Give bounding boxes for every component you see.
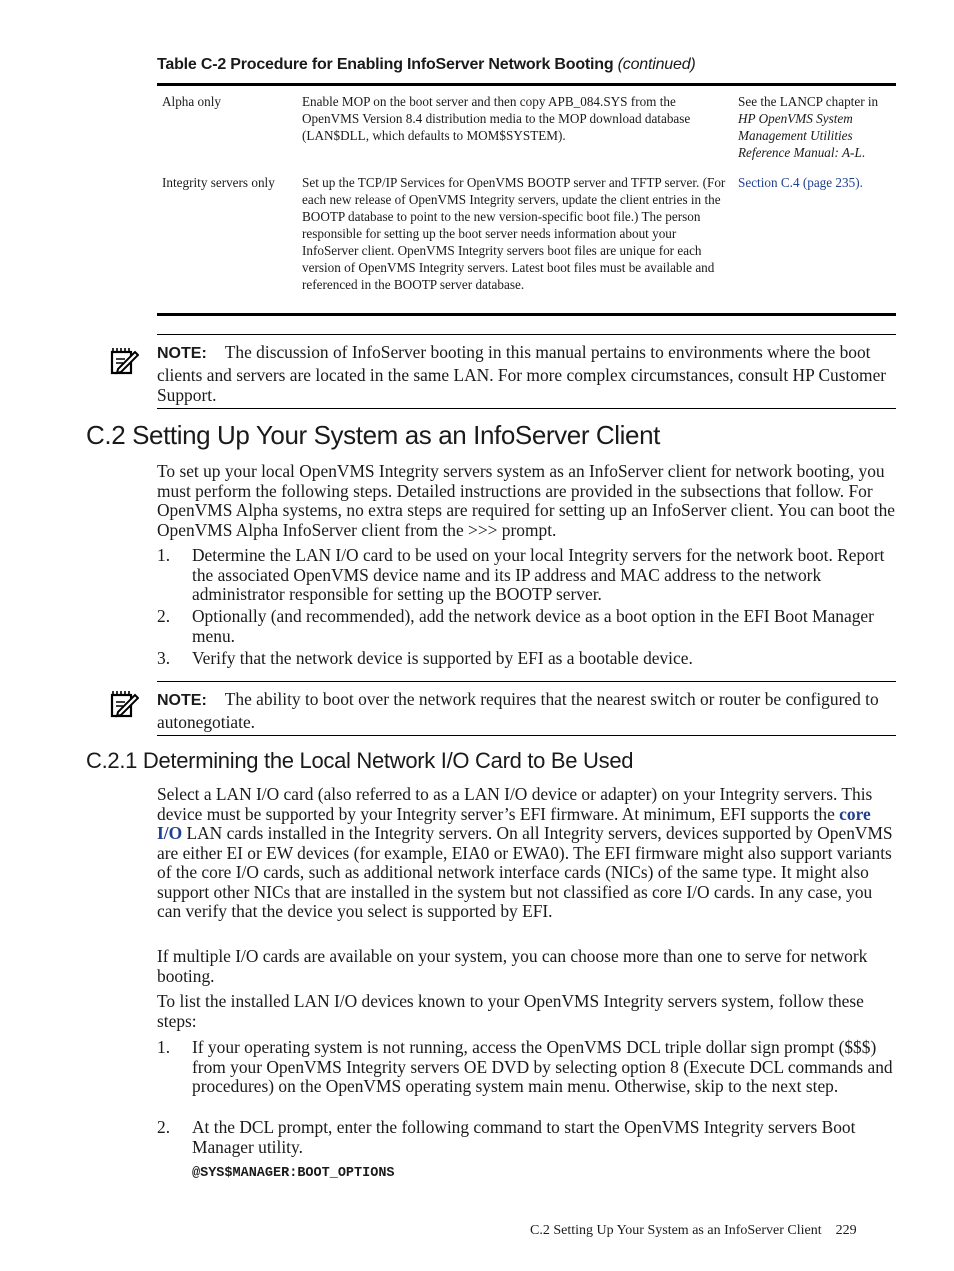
c2-step-2-num: 2. (157, 606, 171, 626)
table-top-rule (157, 83, 896, 86)
c2-step-3-text: Verify that the network device is supported by EFI as a bootable device. (192, 648, 693, 668)
table-row-1-col3-manual: HP OpenVMS System Management Utilities Reference Manual: A-L (738, 111, 862, 160)
section-c21-heading: C.2.1 Determining the Local Network I/O Card to Be Used (86, 748, 634, 773)
c21-step-1-num: 1. (157, 1037, 171, 1057)
table-caption (157, 56, 696, 74)
section-c21-paragraph-2: If multiple I/O cards are available on your system, you can choose more than one to serve for network booting. (157, 946, 868, 986)
section-c21-paragraph-1 (157, 785, 899, 922)
note-1-top-rule (157, 334, 896, 335)
c2-step-3-num: 3. (157, 648, 171, 668)
c21-p1-after: LAN cards installed in the Integrity servers. On all Integrity servers, devices supported by OpenVMS are either EI or EW devices (for example, EIA0 or EWA0). The EFI firmware might also support variants of the core I/O cards, such as additional network interface cards (NICs) of the same type. It might also support other NICs that are installed in the system but not classified as core I/O cards. In any case, you can verify that the device you select is supported by EFI. (157, 823, 893, 921)
table-row-1-col3-suffix: . (861, 145, 866, 160)
page-footer (530, 1223, 857, 1239)
note-pencil-icon (109, 345, 139, 375)
c21-step-2-text: At the DCL prompt, enter the following command to start the OpenVMS Integrity servers Boot Manager utility. (192, 1117, 856, 1157)
c21-step-1-text: If your operating system is not running, access the OpenVMS DCL triple dollar sign prompt ($$$) from your OpenVMS Integrity servers OE DVD by selecting option 8 (Execute DCL commands and procedures) on the OpenVMS operating system main menu. Otherwise, skip to the next step. (192, 1037, 893, 1096)
section-c4-link[interactable]: Section C.4 (page 235) (738, 175, 860, 190)
note-2-bottom-rule (157, 735, 896, 736)
c2-step-1-num: 1. (157, 545, 171, 565)
note-1-text: The discussion of InfoServer booting in this manual pertains to environments where the boot clients and servers are located in the same LAN. For more complex circumstances, consult HP Customer Support. (157, 342, 887, 405)
boot-options-command: @SYS$MANAGER:BOOT_OPTIONS (192, 1166, 395, 1181)
section-c2-intro: To set up your local OpenVMS Integrity servers system as an InfoServer client for network booting, you must perform the following steps. Detailed instructions are provided in the subsections that follow. For OpenVMS Alpha systems, no extra steps are required for setting up an InfoServer client. You can boot the OpenVMS Alpha InfoServer client from the >>> prompt. (157, 461, 895, 540)
page-number: 229 (835, 1223, 857, 1238)
section-c2-heading: C.2 Setting Up Your System as an InfoServer Client (86, 420, 660, 450)
note-2-label: NOTE: (157, 692, 207, 709)
table-row-2-col2: Set up the TCP/IP Services for OpenVMS BOOTP server and TFTP server. (For each new release of OpenVMS Integrity servers, update the client entries in the BOOTP database to point to the new version-specific boot file.) The person responsible for setting up the boot server needs information about your InfoServer client. OpenVMS Integrity servers boot files are unique for each version of OpenVMS Integrity servers. Latest boot files must be available and referenced in the BOOTP server database. (302, 175, 726, 292)
table-row-2-col1: Integrity servers only (162, 175, 275, 190)
note-1 (157, 342, 897, 406)
c2-step-2-text: Optionally (and recommended), add the network device as a boot option in the EFI Boot Manager menu. (192, 606, 874, 646)
footer-running-title: C.2 Setting Up Your System as an InfoServer Client (530, 1223, 822, 1238)
c21-step-2-num: 2. (157, 1117, 171, 1137)
c21-p1-before: Select a LAN I/O card (also referred to as a LAN I/O device or adapter) on your Integrity servers. This device must be supported by your Integrity server’s EFI firmware. At minimum, EFI supports the (157, 784, 873, 824)
table-row-1-col2: Enable MOP on the boot server and then copy APB_084.SYS from the OpenVMS Version 8.4 distribution media to the MOP download database (LAN$DLL, which defaults to MOM$SYSTEM). (302, 94, 691, 143)
table-caption-title: Table C-2 Procedure for Enabling InfoServer Network Booting (157, 56, 614, 73)
table-row-1-col3 (738, 93, 898, 161)
c2-step-1-text: Determine the LAN I/O card to be used on your local Integrity servers for the network boot. Report the associated OpenVMS device name and its IP address and MAC address to the network administrator responsible for setting up the BOOTP server. (192, 545, 885, 604)
table-bottom-rule (157, 313, 896, 316)
note-2-top-rule (157, 681, 896, 682)
core-io-link[interactable]: core I/O (157, 803, 871, 843)
note-1-label: NOTE: (157, 345, 207, 362)
table-row-2-col3 (738, 174, 898, 191)
table-row-1-col3-prefix: See the LANCP chapter in (738, 94, 879, 109)
table-row-1-col1: Alpha only (162, 94, 221, 109)
note-2-text: The ability to boot over the network requires that the nearest switch or router be configured to autonegotiate. (157, 689, 879, 732)
table-row-2-col3-suffix: . (859, 175, 863, 190)
note-2 (157, 689, 897, 732)
note-pencil-icon (109, 688, 139, 718)
section-c21-paragraph-3: To list the installed LAN I/O devices known to your OpenVMS Integrity servers system, follow these steps: (157, 991, 864, 1031)
table-caption-continued: (continued) (617, 56, 696, 73)
note-1-bottom-rule (157, 408, 896, 409)
